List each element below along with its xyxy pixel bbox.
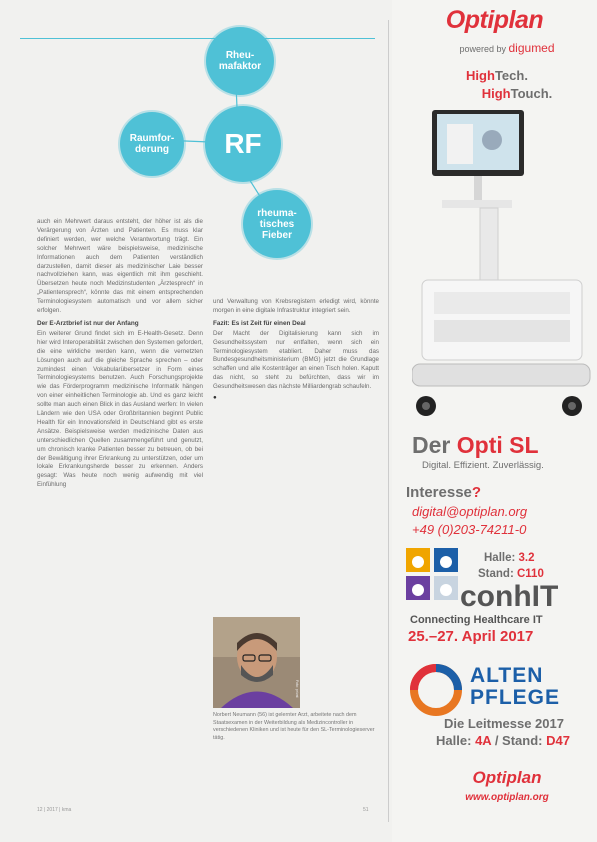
product-claims: Digital. Effizient. Zuverlässig. (422, 460, 544, 471)
tagline-word: High (466, 68, 495, 83)
conhit-subtitle: Connecting Healthcare IT (410, 614, 543, 626)
paragraph: Ein weiterer Grund findet sich im E-Health-Gesetz. Denn hier wird Interoperabilität zwischen den Systemen gefordert, die eine wirkliche werden kann, wenn die vernetzten Lösungen auch auf die gleiche Sprache sprechen – oder zumindest einen Vokabularübersetzer in Form eines Terminologiesystems benutzen. Auch Forschungsprojekte wie das Förderprogramm medizinische Informatik hängen von einer einheitlichen Terminologie ab. Und es ganz leicht sollte man auch einen Blick in das Ausland werfen: In vielen Ländern wie den USA oder Großbritannien beginnt Public Health für ein Innovationsfeld in Deutschland gibt es erste Ansätze. Beispielsweise werden medizinische Daten aus unterschiedlichen Quellen zusammengeführt und genutzt, um chronisch kranke Patienten besser zu betreuen, ob bei der Bewältigung ihrer Erkrankung zu unterstützen, oder um lokale Erkrankungsherde besser zu erkennen. Anders gesagt: Was heute noch wenig aufwendig mit viel Einfühlung (37, 329, 203, 489)
product-model: Opti SL (456, 432, 539, 458)
optiplan-logo (392, 6, 597, 35)
article-column-1 (37, 218, 203, 492)
contact-phone[interactable]: +49 (0)203-74211-0 (412, 522, 527, 537)
issue-info: 12 | 2017 | kma (37, 807, 72, 813)
halle-conhit (484, 552, 594, 564)
paragraph: und Verwaltung von Krebsregistern erledigt wird, könnte morgen in eine digitale Infrastruktur integriert sein. (213, 298, 379, 314)
author-caption: Norbert Neumann (56) ist gelernter Arzt, arbeitete nach dem Staatsexamen in der Weiterbildung als Medizincontroller in verschiedenen Kliniken und ist heute für den SL-Terminologieserver tätig. (213, 712, 375, 741)
tagline-word: High (481, 86, 511, 101)
medical-cart-illustration (412, 108, 592, 423)
end-mark-icon: ● (213, 394, 217, 402)
website-link[interactable]: www.optiplan.org (465, 792, 549, 803)
label: Halle: (484, 552, 519, 564)
value: 4A (475, 733, 492, 748)
value: 3.2 (518, 552, 535, 564)
altenpflege-logo-icon (410, 664, 462, 716)
conhit-wordmark: conhIT (460, 580, 559, 613)
bubble-rheumafaktor: Rheu- mafaktor (206, 27, 274, 95)
advertisement (392, 0, 597, 842)
product-subtitle (422, 460, 592, 471)
value: D47 (546, 733, 570, 748)
tagline-line-1 (412, 68, 582, 83)
value: C110 (516, 568, 544, 580)
bubble-rheumatisches-fieber: rheuma- tisches Fieber (243, 190, 311, 258)
conhit-dates: 25.–27. April 2017 (408, 628, 534, 645)
powered-by (422, 41, 592, 55)
bubble-raumforderung: Raumfor- derung (120, 112, 184, 176)
alten-word: ALTEN (470, 664, 544, 687)
label: Stand: (478, 568, 517, 580)
column-divider (388, 20, 389, 822)
photo-credit: Foto: privat (295, 680, 299, 698)
label: / Stand: (491, 733, 547, 748)
contact-email[interactable]: digital@optiplan.org (412, 504, 528, 519)
top-rule (20, 38, 375, 39)
tagline-word: Tech. (494, 68, 528, 83)
paragraph: auch ein Mehrwert daraus entsteht, der höher ist als die Verärgerung von Ärzten und Patienten. Es muss klar definiert werden, wer welche Verantwortung trägt. Ein solcher Mehrwert wäre beispielsweise, medizinische Informationen auch dem Patienten verständlich darzustellen, damit dieser als medizinischer Laie besser nachvollziehen kann, was eigentlich mit ihm geschieht. Übersetzen heute noch Medizinstudenten „Ärztesprech“ in „Patientensprech“, könnte das mit einem entsprechenden Terminologiesystem automatisch und vor allem sicher erfolgen. (37, 218, 203, 315)
stand-conhit (478, 568, 593, 580)
halle-stand-altenpflege (414, 733, 592, 748)
page-number: 51 (363, 807, 369, 813)
article-column-2 (213, 298, 379, 403)
footer-left (37, 807, 71, 813)
product-prefix: Der (412, 432, 457, 458)
tagline-word: Touch. (510, 86, 553, 101)
author-photo (213, 617, 300, 708)
pflege-word: PFLEGE (470, 686, 561, 709)
product-name (412, 432, 592, 459)
subheading: Der E-Arztbrief ist nur der Anfang (37, 319, 139, 327)
tagline-line-2 (432, 86, 597, 101)
question-mark: ? (471, 484, 482, 501)
powered-text: powered by (459, 44, 506, 54)
optiplan-logo-small: Optiplan (472, 768, 542, 787)
brand-name: Optiplan (445, 6, 544, 34)
portrait-illustration (213, 617, 300, 708)
paragraph: Der Macht der Digitalisierung kann sich im Gesundheitssystem nur entfalten, wenn sich ein Terminologiesystem etabliert. Daher muss das Bundesgesundheitsministerium (BMG) jetzt die Grundlage schaffen und alle Kostenträger an einen Tisch holen. Kaputt das nicht, so steht zu befürchten, dass wir im Gesundheitswesen das nächste Milliardengrab schaufeln. (213, 329, 379, 391)
interest-heading (406, 484, 586, 501)
bubble-rf: RF (205, 106, 281, 182)
label: Halle: (436, 733, 476, 748)
leitmesse: Die Leitmesse 2017 (444, 716, 564, 731)
subheading: Fazit: Es ist Zeit für einen Deal (213, 319, 306, 327)
powered-brand: digumed (508, 41, 555, 55)
interest-text: Interesse (406, 484, 472, 501)
